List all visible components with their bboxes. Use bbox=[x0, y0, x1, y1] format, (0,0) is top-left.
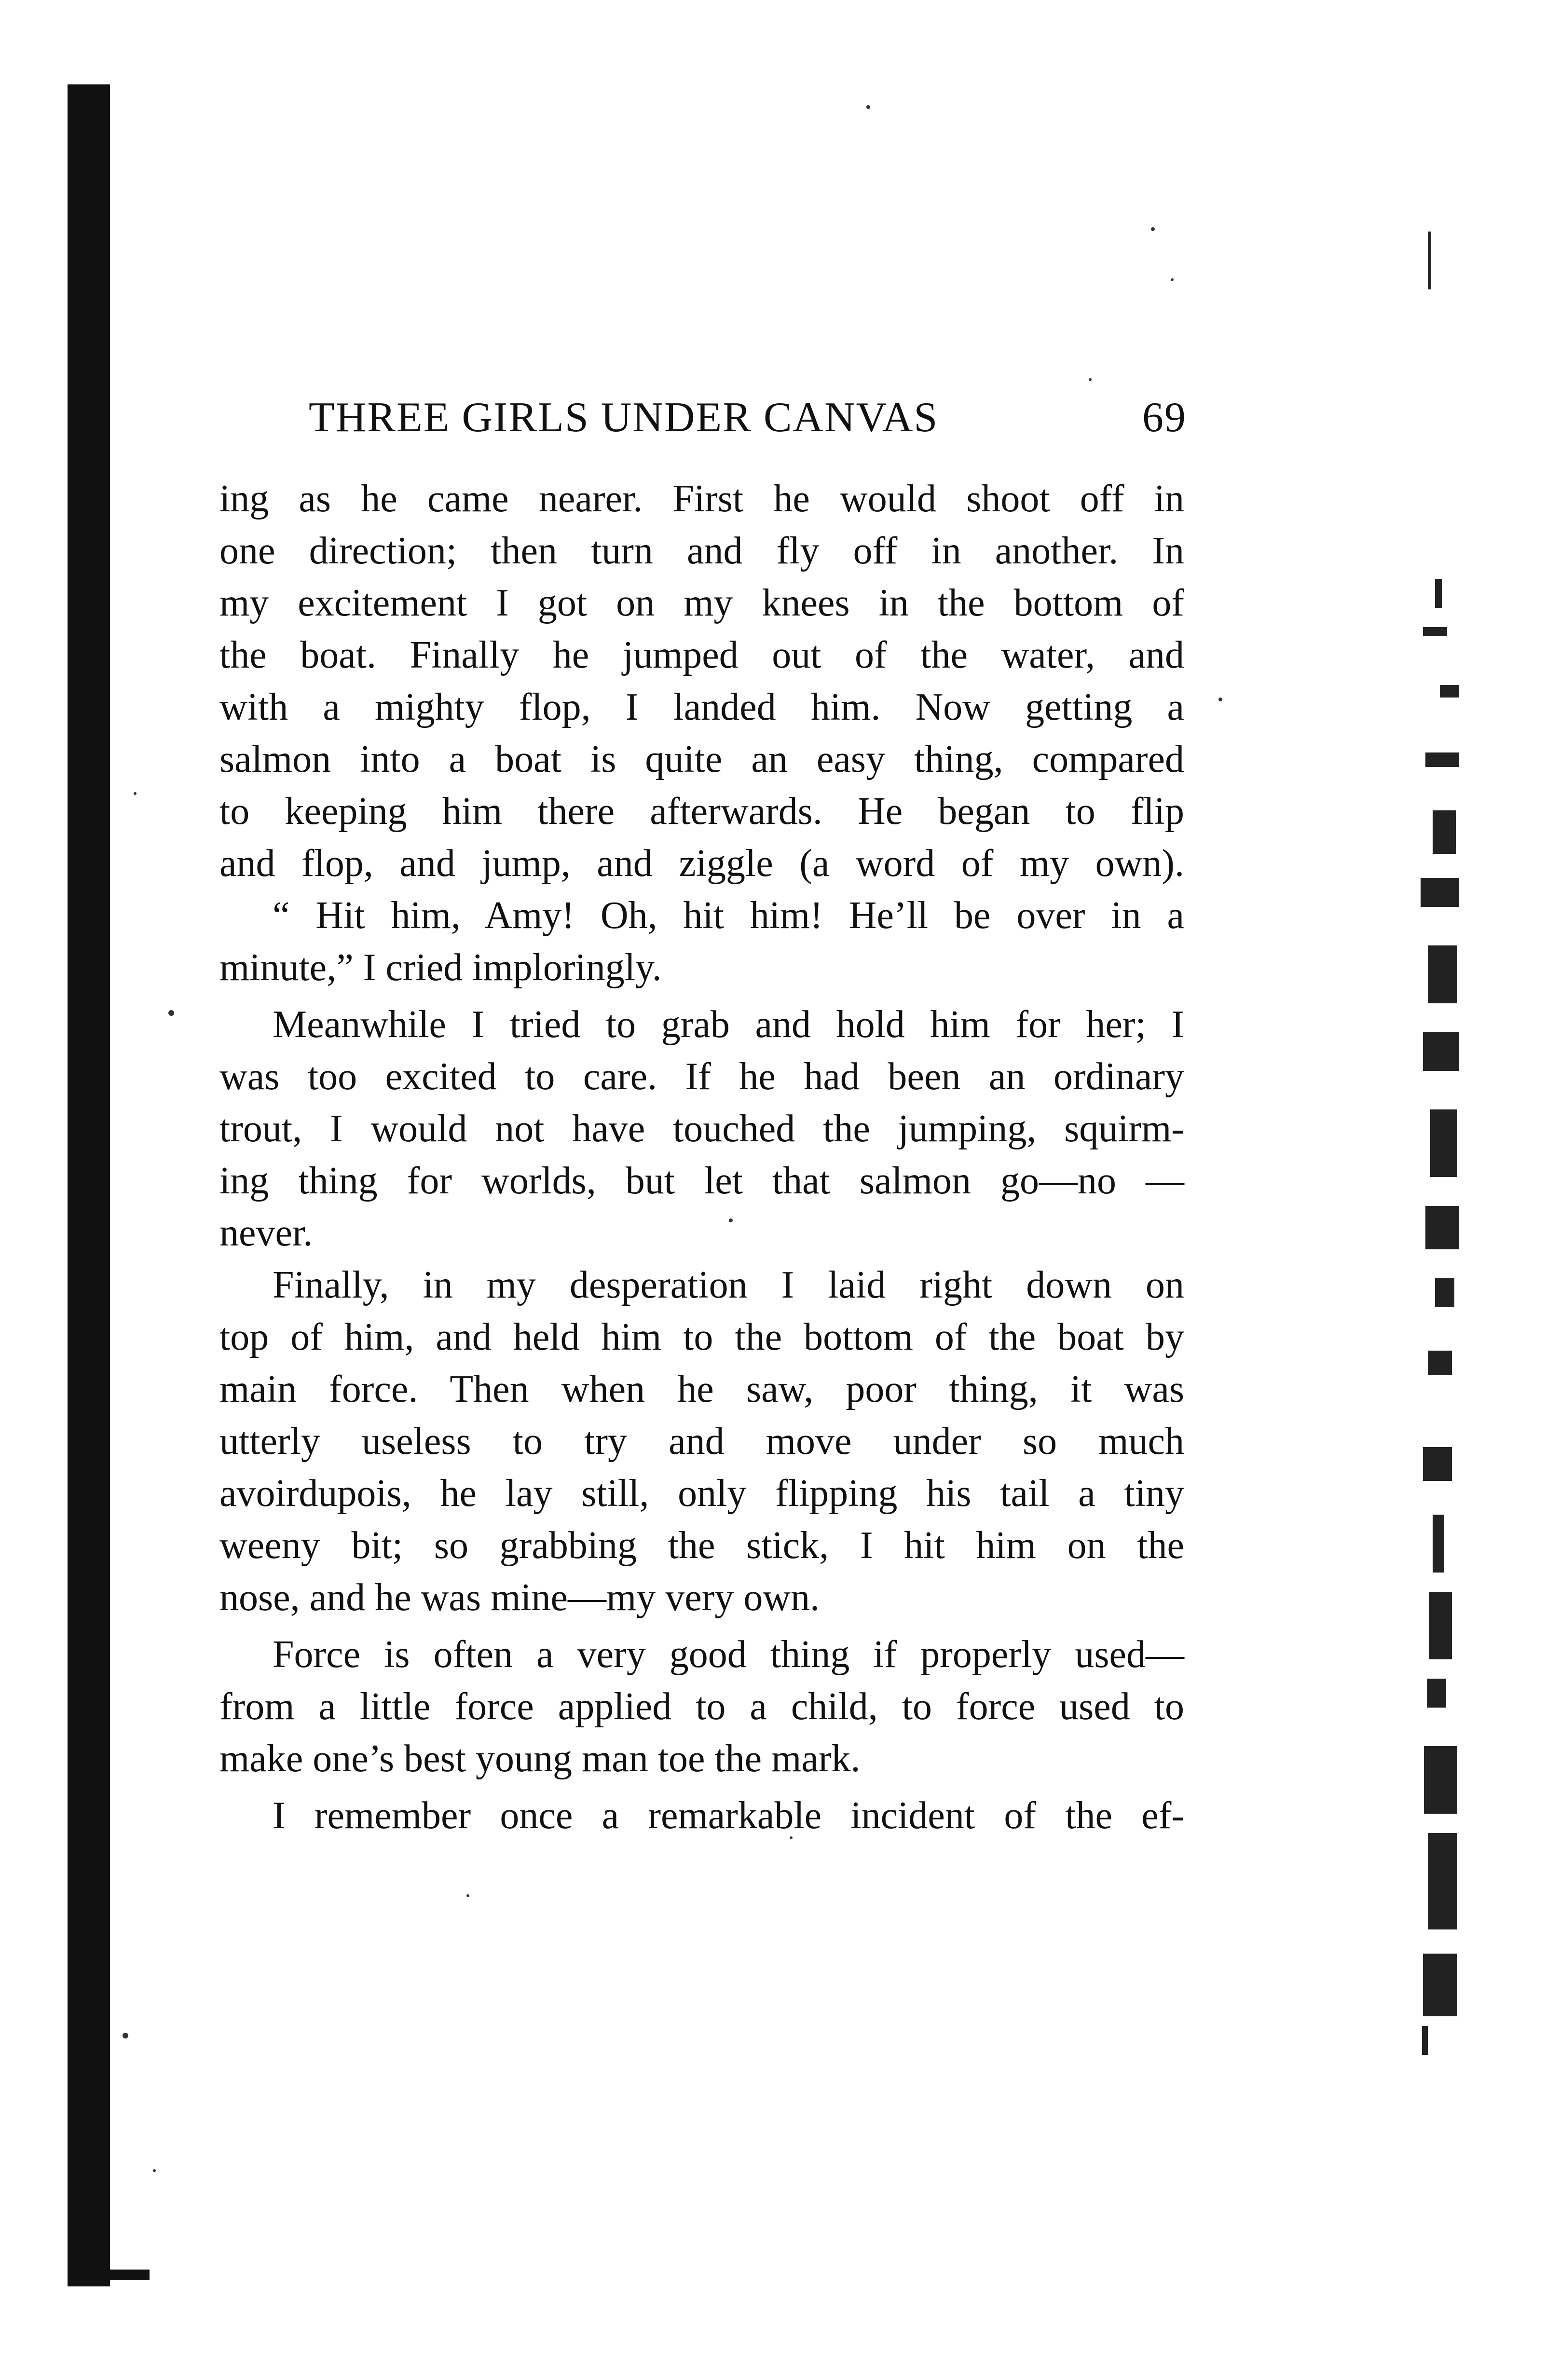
running-head bbox=[309, 393, 1187, 446]
text-line: make one’s best young man toe the mark. bbox=[219, 1737, 861, 1780]
text-line: main force. Then when he saw, poor thing, it was bbox=[219, 1368, 1184, 1410]
text-line: Force is often a very good thing if properly used— bbox=[273, 1633, 1184, 1676]
text-line: never. bbox=[219, 1212, 313, 1254]
text-line: was too excited to care. If he had been an ordinary bbox=[219, 1055, 1184, 1098]
text-line: weeny bit; so grabbing the stick, I hit him on the bbox=[219, 1524, 1184, 1567]
book-title: THREE GIRLS UNDER CANVAS bbox=[309, 394, 939, 441]
text-line: nose, and he was mine—my very own. bbox=[219, 1576, 820, 1619]
text-line: utterly useless to try and move under so much bbox=[219, 1420, 1184, 1463]
text-line: one direction; then turn and fly off in another. In bbox=[219, 530, 1184, 572]
text-line: trout, I would not have touched the jumping, squirm- bbox=[219, 1108, 1184, 1150]
text-line: top of him, and held him to the bottom of the boat by bbox=[219, 1316, 1184, 1358]
text-line: the boat. Finally he jumped out of the water, and bbox=[219, 634, 1184, 676]
text-line: from a little force applied to a child, to force used to bbox=[219, 1685, 1184, 1728]
text-line: Meanwhile I tried to grab and hold him for her; I bbox=[273, 1003, 1184, 1046]
text-line: “ Hit him, Amy! Oh, hit him! He’ll be over in a bbox=[273, 894, 1184, 937]
text-line: Finally, in my desperation I laid right down on bbox=[273, 1264, 1184, 1306]
text-line: my excitement I got on my knees in the bottom of bbox=[219, 582, 1184, 624]
page-number: 69 bbox=[1142, 394, 1187, 441]
text-line: ing thing for worlds, but let that salmon go—no — bbox=[219, 1160, 1184, 1202]
body-text bbox=[219, 473, 1184, 1842]
text-line: ing as he came nearer. First he would shoot off in bbox=[219, 478, 1184, 520]
text-line: salmon into a boat is quite an easy thing, compared bbox=[219, 738, 1184, 780]
text-line: avoirdupois, he lay still, only flipping his tail a tiny bbox=[219, 1472, 1184, 1515]
text-line: I remember once a remarkable incident of the ef- bbox=[273, 1794, 1184, 1837]
text-line: with a mighty flop, I landed him. Now getting a bbox=[219, 686, 1184, 728]
text-line: minute,” I cried imploringly. bbox=[219, 946, 662, 989]
text-line: to keeping him there afterwards. He began to flip bbox=[219, 790, 1184, 833]
text-line: and flop, and jump, and ziggle (a word of my own). bbox=[219, 842, 1184, 885]
